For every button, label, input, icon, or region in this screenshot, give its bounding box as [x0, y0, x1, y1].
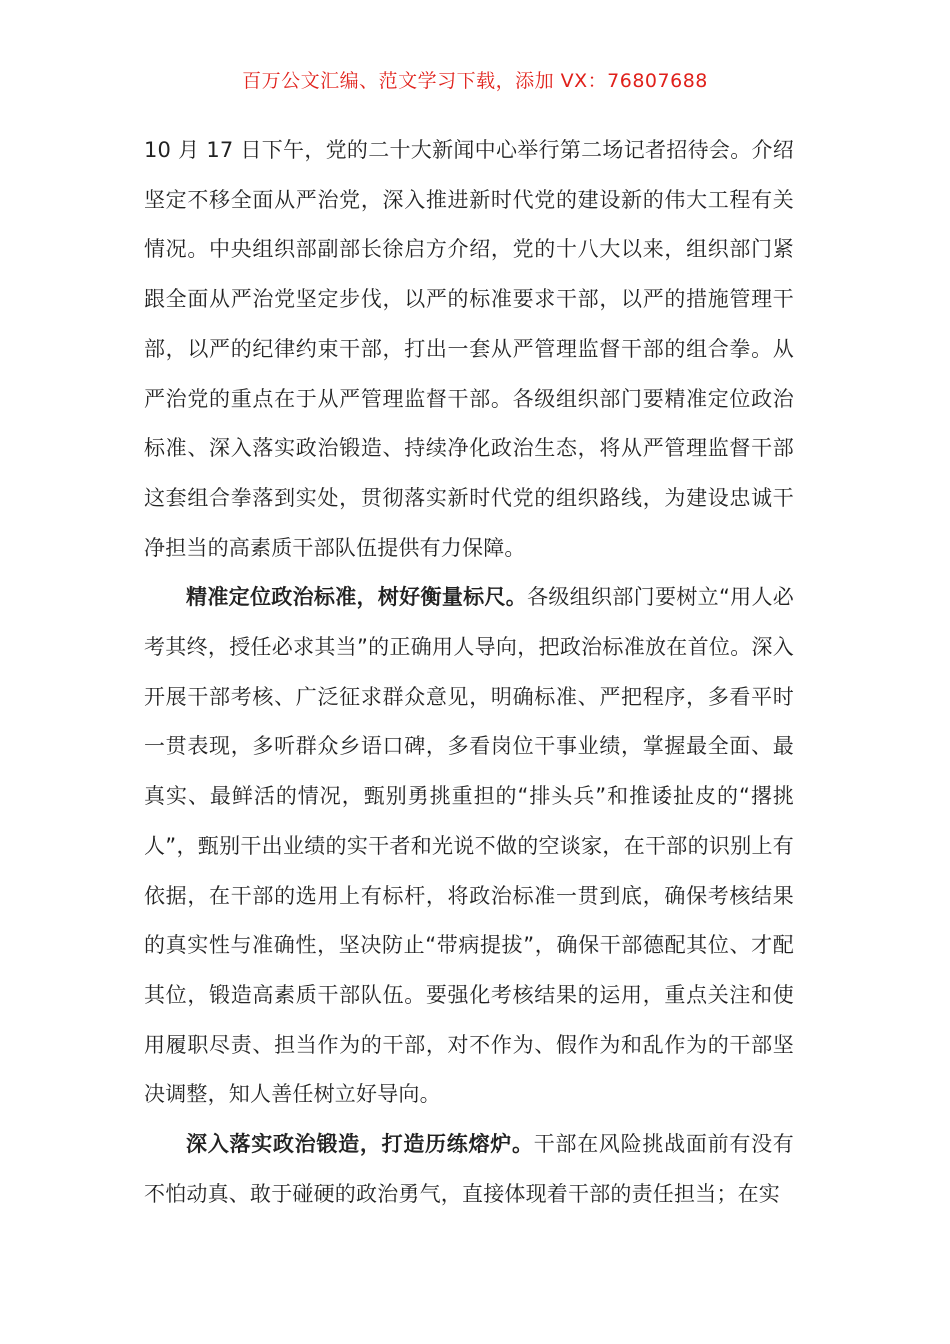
section-1-heading: 精准定位政治标准，树好衡量标尺。	[186, 585, 528, 610]
section-2-heading: 深入落实政治锻造，打造历练熔炉。	[186, 1132, 534, 1157]
section-1-body: 各级组织部门要树立“用人必考其终，授任必求其当”的正确用人导向，把政治标准放在首位。深入开展干部考核、广泛征求群众意见，明确标准、严把程序，多看平时一贯表现，多听群众乡语口碑，多看岗位干事业绩，掌握最全面、最真实、最鲜活的情况，甄别勇挑重担的“排头兵”和推诿扯皮的“撂挑人”，甄别干出业绩的实干者和光说不做的空谈家，在干部的识别上有依据，在干部的选用上有标杆，将政治标准一贯到底，确保考核结果的真实性与准确性，坚决防止“带病提拔”，确保干部德配其位、才配其位，锻造高素质干部队伍。要强化考核结果的运用，重点关注和使用履职尽责、担当作为的干部，对不作为、假作为和乱作为的干部坚决调整，知人善任树立好导向。	[144, 585, 794, 1107]
intro-paragraph: 10 月 17 日下午，党的二十大新闻中心举行第二场记者招待会。介绍坚定不移全面从严治党，深入推进新时代党的建设新的伟大工程有关情况。中央组织部副部长徐启方介绍，党的十八大以来，组织部门紧跟全面从严治党坚定步伐，以严的标准要求干部，以严的措施管理干部，以严的纪律约束干部，打出一套从严管理监督干部的组合拳。从严治党的重点在于从严管理监督干部。各级组织部门要精准定位政治标准、深入落实政治锻造、持续净化政治生态，将从严管理监督干部这套组合拳落到实处，贯彻落实新时代党的组织路线，为建设忠诚干净担当的高素质干部队伍提供有力保障。	[144, 138, 794, 560]
section-2-body: 干部在风险挑战面前有没有不怕动真、敢于碰硬的政治勇气，直接体现着干部的责任担当；在实	[144, 1132, 794, 1206]
section-1-paragraph	[144, 573, 794, 1120]
section-2-paragraph	[144, 1120, 794, 1219]
article-body	[144, 126, 794, 1219]
header-banner: 百万公文汇编、范文学习下载，添加 VX：76807688	[242, 70, 708, 92]
